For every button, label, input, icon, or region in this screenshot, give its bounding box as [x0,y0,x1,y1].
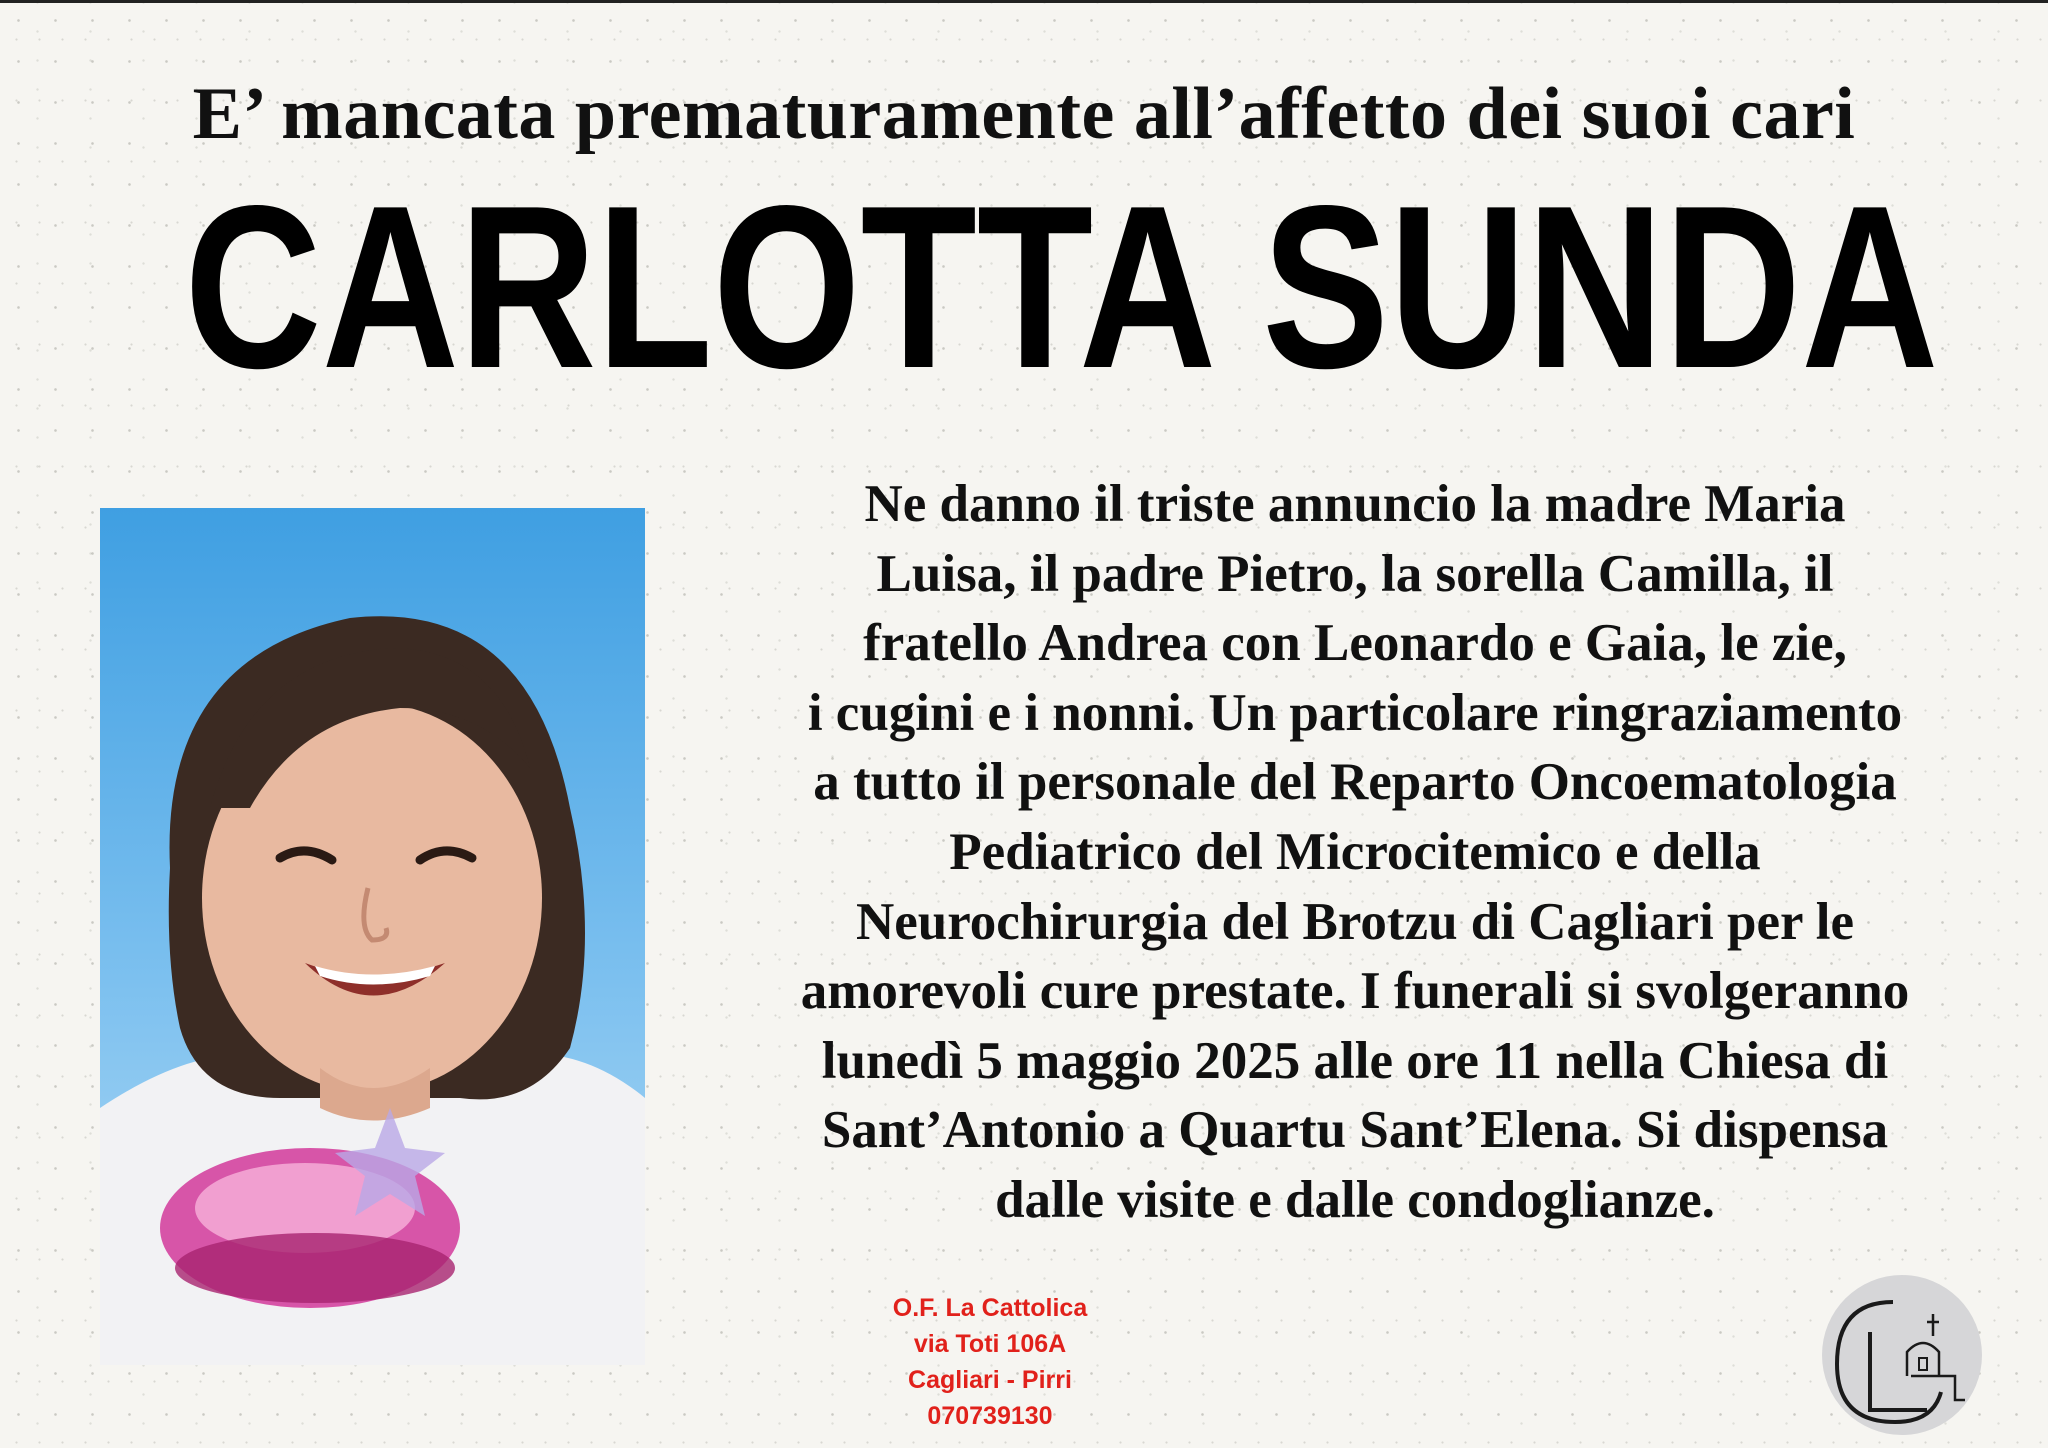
announcement-line: Luisa, il padre Pietro, la sorella Camilla, il [876,544,1834,603]
agency-city: Cagliari - Pirri [908,1366,1072,1394]
announcement-text [690,470,2020,1236]
agency-logo [1815,1272,1990,1438]
agency-phone: 070739130 [927,1402,1053,1430]
announcement-line: Sant’Antonio a Quartu Sant’Elena. Si dispensa [821,1101,1889,1160]
announcement-line: a tutto il personale del Reparto Oncoematologia [813,753,1897,812]
agency-name: O.F. La Cattolica [892,1294,1088,1322]
agency-address: via Toti 106A [913,1330,1067,1358]
notice-headline: E’ mancata prematuramente all’affetto dei suoi cari [192,73,1856,155]
announcement-line: amorevoli cure prestate. I funerali si svolgeranno [800,962,1910,1021]
funeral-agency-block [800,1290,1180,1434]
announcement-line: fratello Andrea con Leonardo e Gaia, le zie, [863,614,1847,673]
announcement-line: Pediatrico del Microcitemico e della [949,822,1761,881]
portrait-illustration [100,508,645,1365]
announcement-line: dalle visite e dalle condoglianze. [995,1170,1715,1229]
announcement-line: i cugini e i nonni. Un particolare ringraziamento [807,683,1903,742]
top-border-line [0,0,2048,3]
announcement-line: lunedì 5 maggio 2025 alle ore 11 nella Chiesa di [821,1031,1889,1090]
announcement-line: Ne danno il triste annuncio la madre Maria [864,475,1846,533]
church-logo-icon [1815,1272,1990,1438]
announcement-line: Neurochirurgia del Brotzu di Cagliari per le [855,892,1855,951]
sequin-shadow [175,1233,455,1303]
deceased-photo [100,508,645,1365]
deceased-name: CARLOTTA SUNDA [184,158,1939,417]
